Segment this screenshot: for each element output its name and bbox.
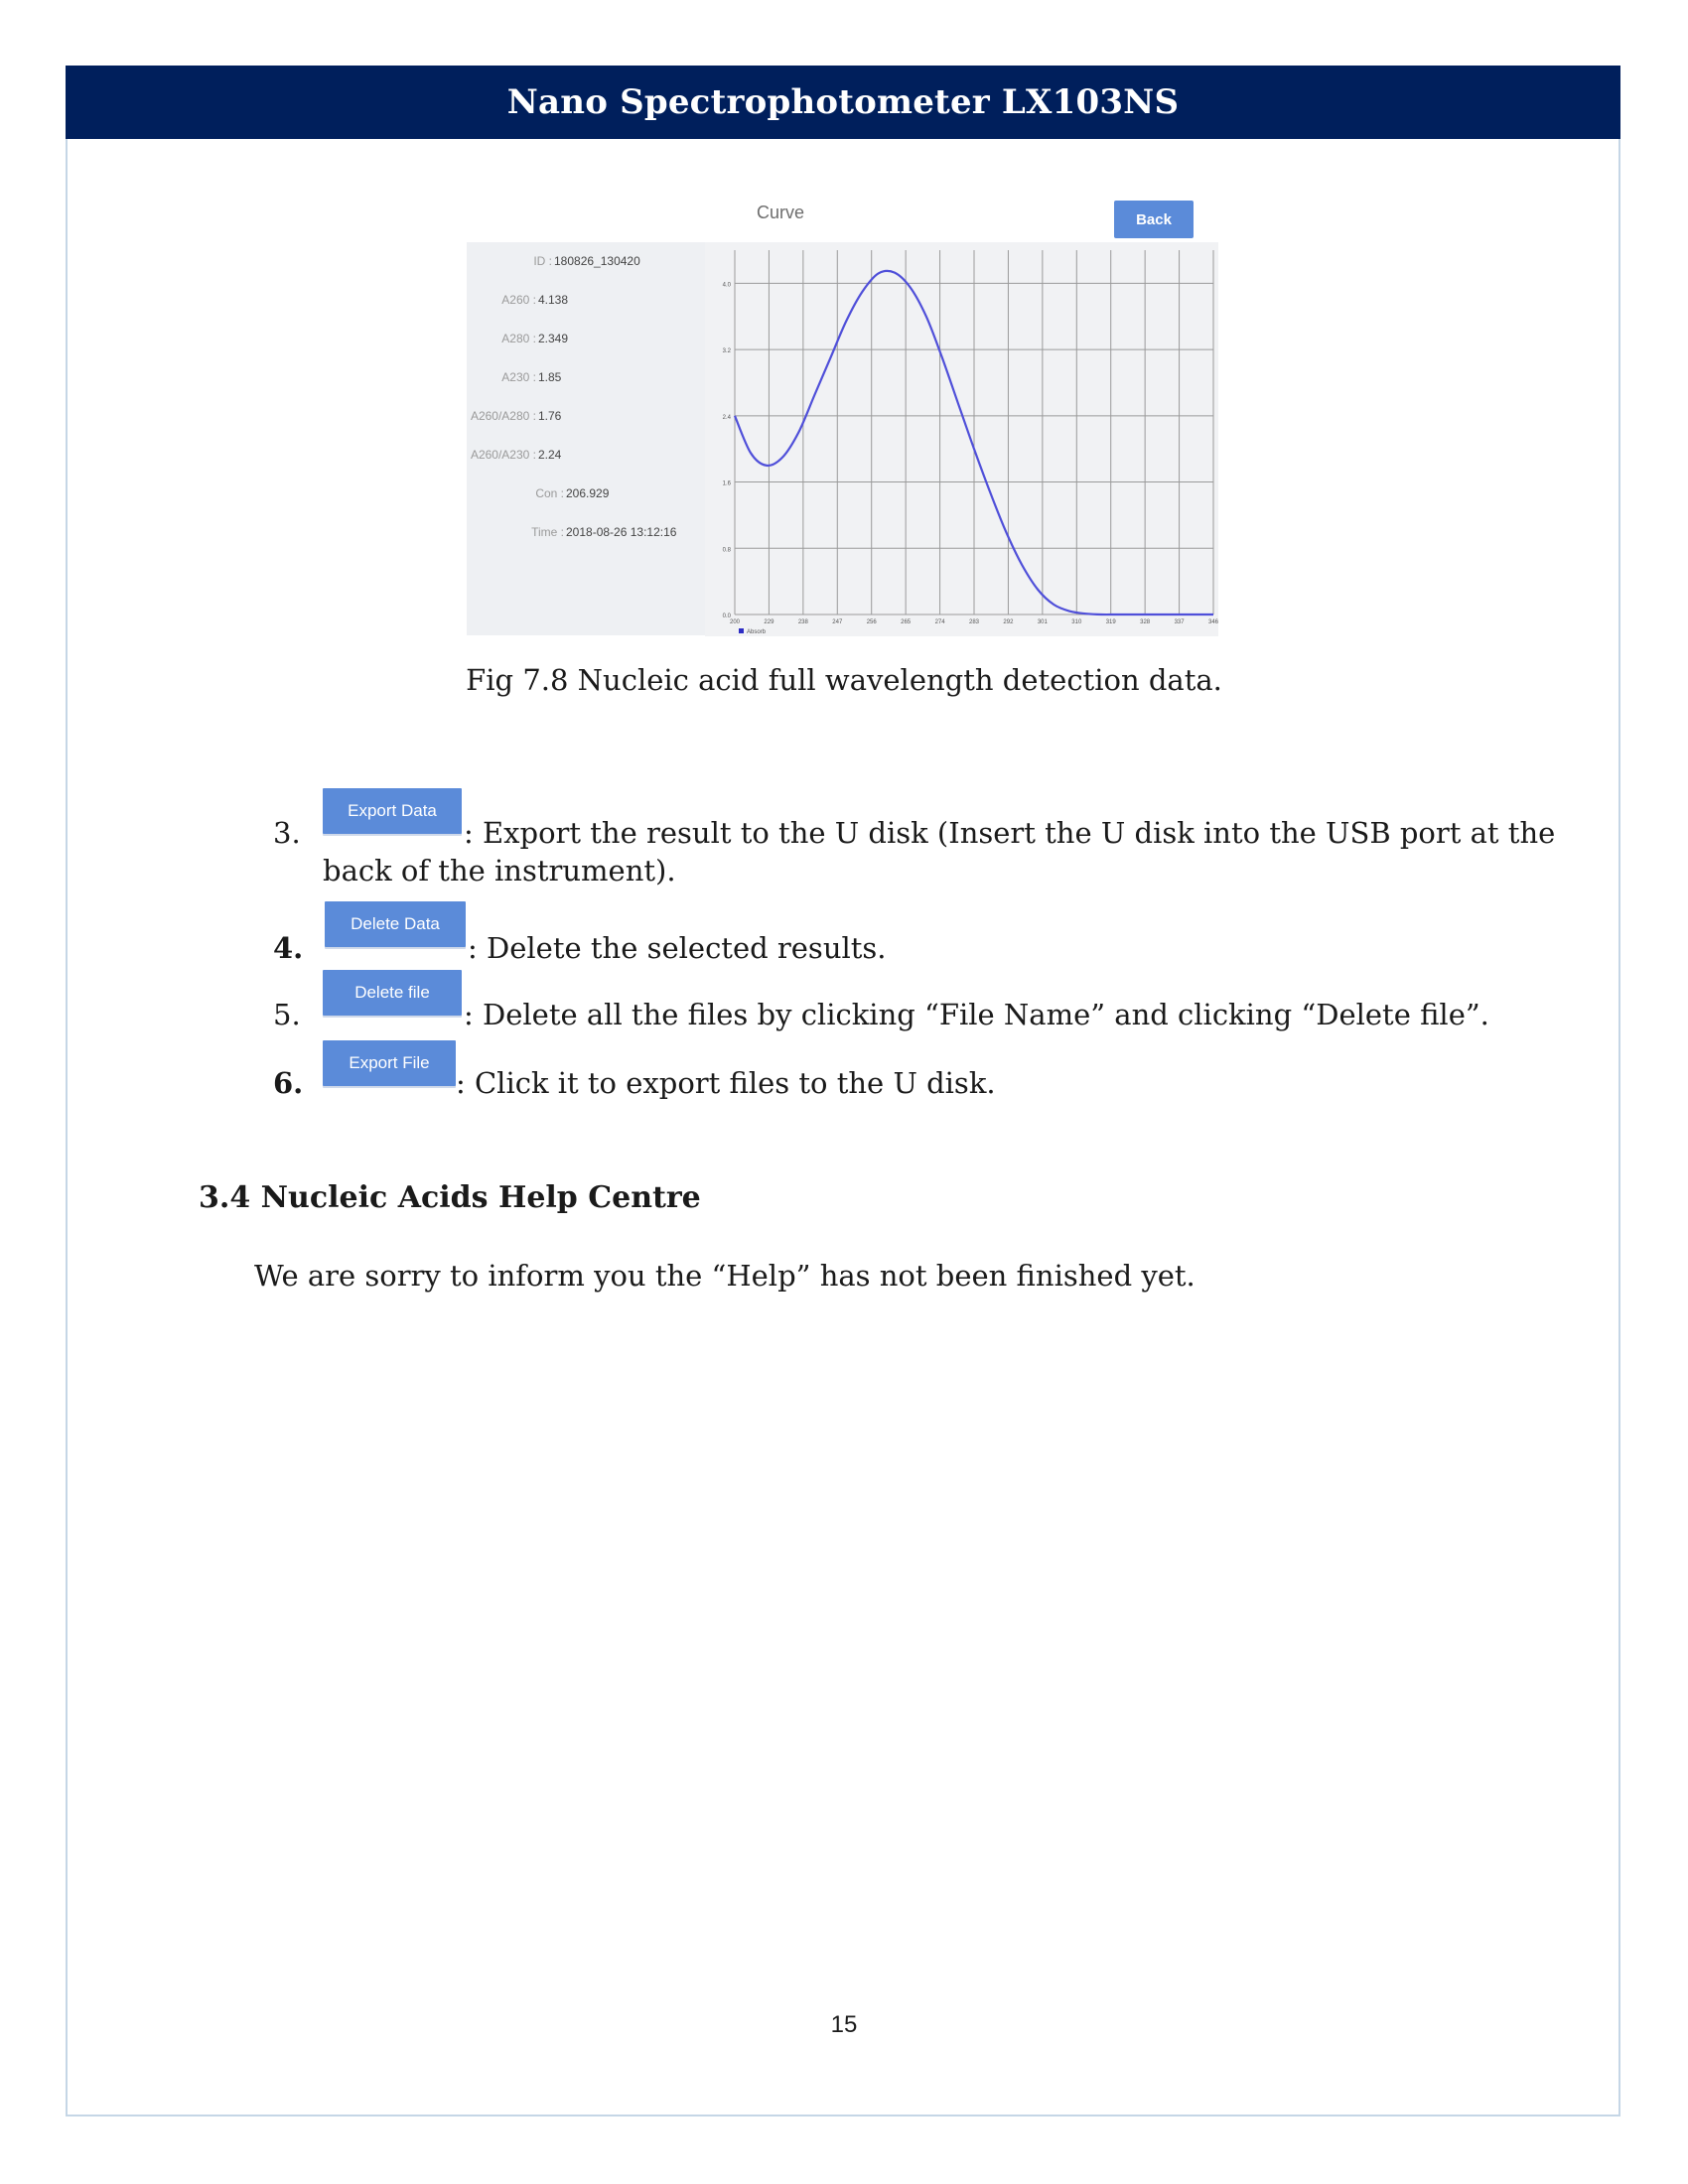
item-description: : Delete all the files by clicking “File Name” and clicking “Delete file”. [464, 998, 1489, 1031]
result-info-panel [467, 242, 705, 635]
list-item [273, 801, 1556, 893]
page-header: Nano Spectrophotometer LX103NS [66, 66, 1620, 139]
item-number: 3. [273, 816, 301, 850]
x-tick-label: 247 [832, 619, 843, 625]
absorbance-chart [705, 242, 1218, 636]
info-a260-a280: A260/A280 :1.76 [470, 409, 562, 423]
screenshot-title: Curve [757, 203, 805, 222]
item-description: : Delete the selected results. [468, 931, 887, 965]
info-a260: A260 :4.138 [501, 293, 569, 307]
info-id: ID :180826_130420 [533, 254, 640, 268]
item-number: 5. [273, 998, 301, 1031]
item-description: : Export the result to the U disk (Insert the U disk into the USB port at the [464, 816, 1556, 850]
info-concentration: Con : 206.929 [535, 486, 610, 500]
y-tick-label: 4.0 [722, 282, 731, 289]
delete-data-button[interactable]: Delete Data [325, 901, 466, 947]
x-tick-label: 301 [1037, 619, 1048, 625]
back-button[interactable]: Back [1114, 201, 1194, 238]
info-a280: A280 :2.349 [501, 332, 569, 345]
info-a230: A230 :1.85 [501, 370, 562, 384]
page-number: 15 [830, 2011, 858, 2038]
item-number: 6. [273, 1066, 304, 1100]
x-tick-label: 200 [729, 619, 741, 625]
legend-label: Absorb [747, 629, 767, 635]
section-heading: 3.4 Nucleic Acids Help Centre [199, 1180, 701, 1215]
x-tick-label: 346 [1207, 619, 1218, 625]
x-tick-label: 337 [1174, 619, 1185, 625]
chart-background [705, 242, 1218, 636]
info-a260-a230: A260/A230 :2.24 [470, 448, 562, 462]
list-item [273, 914, 1534, 969]
item-description-continued: back of the instrument). [323, 854, 676, 887]
x-tick-label: 274 [934, 619, 945, 625]
x-tick-label: 238 [797, 619, 808, 625]
item-description: : Click it to export files to the U disk. [456, 1066, 996, 1100]
list-item [273, 983, 1534, 1035]
legend-swatch [739, 628, 744, 633]
y-tick-label: 0.8 [722, 547, 731, 554]
x-tick-label: 319 [1105, 619, 1116, 625]
y-tick-label: 2.4 [722, 414, 731, 421]
info-time: Time : 2018-08-26 13:12:16 [531, 525, 677, 539]
x-tick-label: 292 [1003, 619, 1014, 625]
curve-screenshot [467, 187, 1218, 636]
x-tick-label: 310 [1071, 619, 1082, 625]
item-number: 4. [273, 931, 304, 965]
figure-caption: Fig 7.8 Nucleic acid full wavelength detection data. [466, 663, 1222, 697]
y-tick-label: 3.2 [722, 348, 731, 355]
delete-file-button[interactable]: Delete file [323, 970, 462, 1016]
x-tick-label: 229 [764, 619, 774, 625]
export-file-button[interactable]: Export File [323, 1040, 456, 1086]
section-text: We are sorry to inform you the “Help” has not been finished yet. [254, 1259, 1196, 1293]
x-tick-label: 283 [968, 619, 980, 625]
x-tick-label: 256 [866, 619, 877, 625]
export-data-button[interactable]: Export Data [323, 788, 462, 834]
x-tick-label: 328 [1140, 619, 1151, 625]
y-tick-label: 1.6 [722, 480, 731, 487]
y-tick-label: 0.0 [722, 614, 731, 619]
list-item [273, 1053, 1534, 1104]
x-tick-label: 265 [901, 619, 912, 625]
